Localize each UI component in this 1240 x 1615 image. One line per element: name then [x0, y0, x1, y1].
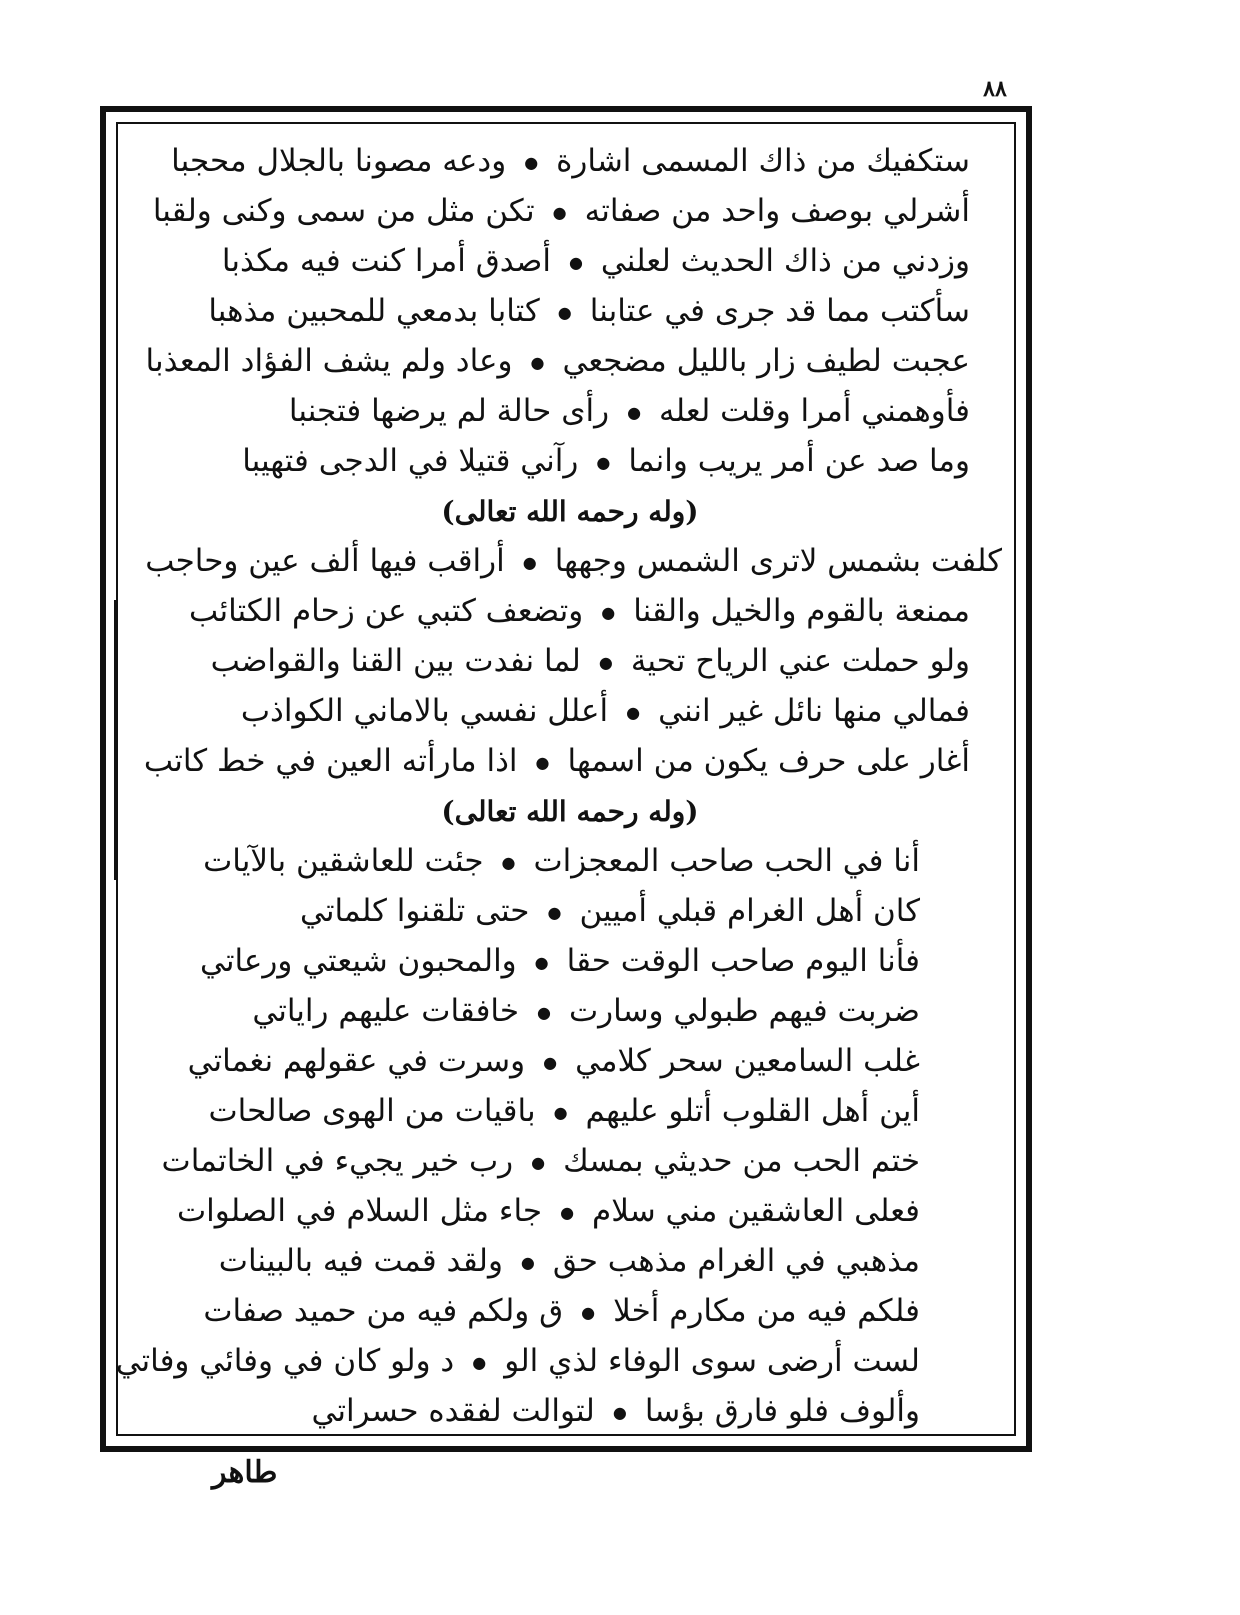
verse-separator: ●: [530, 352, 545, 372]
verse-second-hemistich: ودعه مصونا بالجلال محجبا: [171, 143, 507, 179]
verse: [145, 536, 1002, 586]
verse: [300, 886, 920, 936]
verse-separator: ●: [560, 1202, 575, 1222]
section-heading: (وله رحمه الله تعالى): [441, 795, 699, 828]
verse-second-hemistich: حتى تلقنوا كلماتي: [300, 893, 530, 929]
poem-content: [115, 128, 1010, 1429]
verse-separator: ●: [534, 952, 549, 972]
verse-separator: ●: [626, 702, 641, 722]
verse-first-hemistich: غلب السامعين سحر كلامي: [575, 1043, 920, 1079]
verse: [162, 1136, 920, 1186]
verse-first-hemistich: أين أهل القلوب أتلو عليهم: [585, 1093, 920, 1129]
verse: [241, 686, 970, 736]
verse-separator: ●: [601, 602, 616, 622]
verse-second-hemistich: وعاد ولم يشف الفؤاد المعذبا: [145, 343, 513, 379]
verse-second-hemistich: ق ولكم فيه من حميد صفات: [203, 1293, 564, 1329]
verse-first-hemistich: فعلى العاشقين مني سلام: [592, 1193, 920, 1229]
verse-separator: ●: [537, 1002, 551, 1022]
verse-first-hemistich: كان أهل الغرام قبلي أميين: [579, 893, 920, 929]
verse-second-hemistich: رب خير يجيء في الخاتمات: [161, 1143, 514, 1179]
verse-second-hemistich: لتوالت لفقده حسراتي: [311, 1393, 595, 1429]
verse: [222, 236, 970, 286]
verse-first-hemistich: ولو حملت عني الرياح تحية: [630, 643, 970, 679]
verse-second-hemistich: اذا مارأته العين في خط كاتب: [143, 743, 518, 779]
verse-separator: ●: [535, 752, 550, 772]
verse-second-hemistich: ولقد قمت فيه بالبينات: [218, 1243, 503, 1279]
verse-first-hemistich: فمالي منها نائل غير انني: [658, 693, 970, 729]
verse-first-hemistich: أنا في الحب صاحب المعجزات: [533, 843, 920, 879]
verse: [203, 836, 920, 886]
verse-first-hemistich: فلكم فيه من مكارم أخلا: [613, 1293, 920, 1329]
verse-separator: ●: [522, 552, 537, 572]
verse-second-hemistich: جئت للعاشقين بالآيات: [203, 843, 484, 879]
verse-first-hemistich: عجبت لطيف زار بالليل مضجعي: [562, 343, 970, 379]
verse: [219, 1236, 920, 1286]
verse-second-hemistich: تكن مثل من سمى وكنى ولقبا: [152, 193, 535, 229]
verse: [171, 136, 970, 186]
verse: [188, 1036, 920, 1086]
verse-separator: ●: [568, 252, 583, 272]
verse: [211, 636, 970, 686]
verse: [252, 986, 920, 1036]
verse-first-hemistich: لست أرضى سوى الوفاء لذي الو: [504, 1343, 920, 1379]
verse-separator: ●: [553, 1102, 568, 1122]
verse-separator: ●: [520, 1252, 535, 1272]
verse-second-hemistich: رآني قتيلا في الدجى فتهيبا: [242, 443, 579, 479]
verse: [189, 586, 970, 636]
catchword: طاهر: [212, 1455, 278, 1490]
verse: [311, 1386, 920, 1436]
verse-first-hemistich: وما صد عن أمر يريب وانما: [628, 443, 970, 479]
verse-second-hemistich: رأى حالة لم يرضها فتجنبا: [288, 393, 610, 429]
verse-separator: ●: [581, 1302, 596, 1322]
verse: [153, 186, 970, 236]
verse-second-hemistich: لما نفدت بين القنا والقواضب: [210, 643, 581, 679]
verse-second-hemistich: والمحبون شيعتي ورعاتي: [200, 943, 517, 979]
verse-separator: ●: [547, 902, 562, 922]
verse-first-hemistich: ستكفيك من ذاك المسمى اشارة: [556, 143, 970, 179]
verse-first-hemistich: مذهبي في الغرام مذهب حق: [552, 1243, 920, 1279]
verse-separator: ●: [524, 152, 539, 172]
verse-first-hemistich: ضربت فيهم طبولي وسارت: [568, 993, 920, 1029]
verse: [208, 1086, 920, 1136]
verse-separator: ●: [552, 202, 567, 222]
verse-second-hemistich: باقيات من الهوى صالحات: [208, 1093, 536, 1129]
verse: [177, 1186, 920, 1236]
verse-second-hemistich: كتابا بدمعي للمحبين مذهبا: [208, 293, 540, 329]
verse: [242, 436, 970, 486]
verse: [208, 286, 970, 336]
verse: [203, 1286, 920, 1336]
verse-second-hemistich: وتضعف كتبي عن زحام الكتائب: [189, 593, 584, 629]
verse-first-hemistich: ختم الحب من حديثي بمسك: [563, 1143, 920, 1179]
verse-separator: ●: [598, 652, 613, 672]
verse-second-hemistich: أصدق أمرا كنت فيه مكذبا: [221, 243, 551, 279]
verse-separator: ●: [543, 1052, 558, 1072]
verse-separator: ●: [627, 402, 642, 422]
section-heading: (وله رحمه الله تعالى): [441, 495, 699, 528]
verse-first-hemistich: ممنعة بالقوم والخيل والقنا: [633, 593, 970, 629]
verse-second-hemistich: أراقب فيها ألف عين وحاجب: [145, 543, 505, 579]
verse-second-hemistich: أعلل نفسي بالاماني الكواذب: [240, 693, 609, 729]
verse-first-hemistich: وألوف فلو فارق بؤسا: [644, 1393, 920, 1429]
verse-first-hemistich: وزدني من ذاك الحديث لعلني: [600, 243, 970, 279]
verse-separator: ●: [612, 1402, 627, 1422]
verse-separator: ●: [557, 302, 572, 322]
verse-second-hemistich: خافقات عليهم راياتي: [252, 993, 519, 1029]
verse-separator: ●: [472, 1352, 487, 1372]
verse-second-hemistich: د ولو كان في وفائي وفاتي: [115, 1343, 455, 1379]
page-number: ٨٨: [983, 76, 1007, 102]
verse: [200, 936, 920, 986]
verse-first-hemistich: سأكتب مما قد جرى في عتابنا: [589, 293, 970, 329]
verse-separator: ●: [501, 852, 516, 872]
verse-first-hemistich: كلفت بشمس لاترى الشمس وجهها: [554, 543, 1002, 579]
verse: [146, 336, 970, 386]
verse-second-hemistich: وسرت في عقولهم نغماتي: [187, 1043, 526, 1079]
verse-first-hemistich: فأوهمني أمرا وقلت لعله: [659, 393, 970, 429]
verse-separator: ●: [531, 1152, 546, 1172]
verse-first-hemistich: فأنا اليوم صاحب الوقت حقا: [566, 943, 920, 979]
verse-second-hemistich: جاء مثل السلام في الصلوات: [176, 1193, 543, 1229]
verse: [289, 386, 970, 436]
verse-first-hemistich: أشرلي بوصف واحد من صفاته: [584, 193, 970, 229]
verse-separator: ●: [596, 452, 611, 472]
frame-side-rule: [114, 600, 118, 880]
verse: [144, 736, 970, 786]
verse-first-hemistich: أغار على حرف يكون من اسمها: [567, 743, 970, 779]
verse: [116, 1336, 920, 1386]
